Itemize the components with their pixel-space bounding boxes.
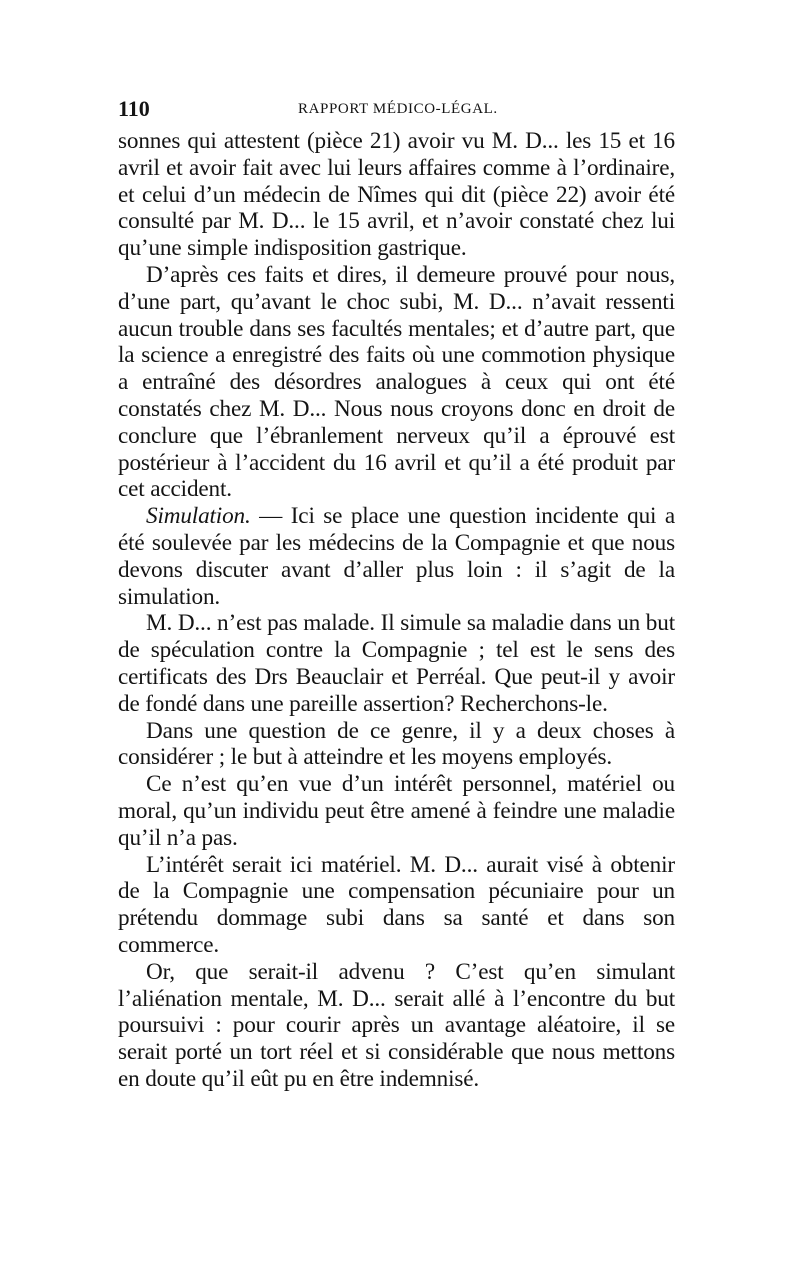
running-title: RAPPORT MÉDICO-LÉGAL. (298, 101, 498, 117)
paragraph-outcome: Or, que serait-il advenu ? C’est qu’en simulant l’aliénation mentale, M. D... serait allé à l’encontre du but poursuivi : pour courir après un avantage aléatoire, il se serait porté un tort réel et si considérable que nous mettons en doute qu’il eût pu en être indemnisé. (118, 958, 675, 1092)
paragraph-simulation-text: — Ici se place une question incidente qui a été soulevée par les médecins de la Compagnie et que nous devons discuter avant d’aller plus loin : il s’agit de la simulation. (118, 503, 675, 610)
running-head (0, 96, 800, 126)
paragraph-two-things: Dans une question de ce genre, il y a deux choses à considérer ; le but à atteindre et les moyens employés. (118, 717, 675, 771)
section-heading-simulation: Simulation. (146, 503, 251, 530)
paragraph-material-interest: L’intérêt serait ici matériel. M. D... aurait visé à obtenir de la Compagnie une compensation pécuniaire pour un prétendu dommage subi dans sa santé et dans son commerce. (118, 851, 675, 958)
body-text (118, 128, 675, 1093)
paragraph-not-ill: M. D... n’est pas malade. Il simule sa maladie dans un but de spéculation contre la Compagnie ; tel est le sens des certificats des Drs Beauclair et Perréal. Que peut-il y avoir de fondé dans une pareille assertion? Recherchons-le. (118, 610, 675, 717)
paragraph-continuation: sonnes qui attestent (pièce 21) avoir vu M. D... les 15 et 16 avril et avoir fait avec lui leurs affaires comme à l’ordinaire, et celui d’un médecin de Nîmes qui dit (pièce 22) avoir été consulté par M. D... le 15 avril, et n’avoir constaté chez lui qu’une simple indisposition gastrique. (118, 128, 675, 262)
paragraph-conclusion-ebranlement: D’après ces faits et dires, il demeure prouvé pour nous, d’une part, qu’avant le choc subi, M. D... n’avait ressenti aucun trouble dans ses facultés mentales; et d’autre part, que la science a enregistré des faits où une commotion physique a entraîné des désordres analogues à ceux qui ont été constatés chez M. D... Nous nous croyons donc en droit de conclure que l’ébranlement nerveux qu’il a éprouvé est postérieur à l’accident du 16 avril et qu’il a été produit par cet accident. (118, 261, 675, 503)
page-number: 110 (118, 96, 150, 121)
paragraph-simulation (118, 503, 675, 610)
paragraph-interest: Ce n’est qu’en vue d’un intérêt personnel, matériel ou moral, qu’un individu peut être amené à feindre une maladie qu’il n’a pas. (118, 771, 675, 851)
